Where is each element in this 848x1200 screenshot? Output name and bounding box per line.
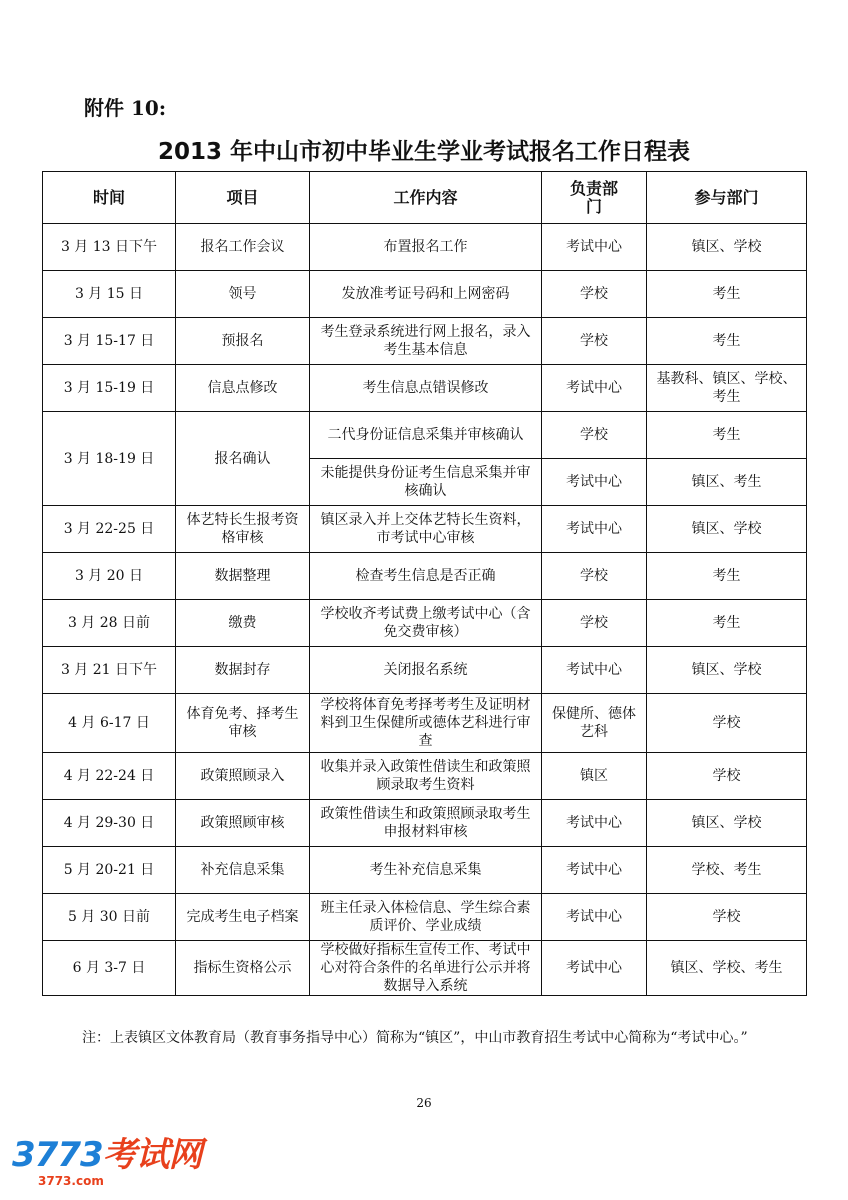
table-row bbox=[43, 553, 807, 600]
cell-responsible: 学校 bbox=[542, 412, 647, 459]
cell-time: 3 月 18-19 日 bbox=[43, 412, 176, 506]
table-row bbox=[43, 506, 807, 553]
cell-item: 缴费 bbox=[176, 600, 310, 647]
cell-time: 3 月 13 日下午 bbox=[43, 224, 176, 271]
cell-participants: 学校 bbox=[647, 894, 807, 941]
cell-time: 3 月 15-19 日 bbox=[43, 365, 176, 412]
header-responsible: 负责部门 bbox=[542, 172, 647, 224]
cell-participants: 学校、考生 bbox=[647, 847, 807, 894]
cell-item: 指标生资格公示 bbox=[176, 941, 310, 996]
cell-item: 体艺特长生报考资格审核 bbox=[176, 506, 310, 553]
cell-item: 政策照顾录入 bbox=[176, 753, 310, 800]
cell-responsible: 学校 bbox=[542, 271, 647, 318]
cell-content: 学校将体育免考择考考生及证明材料到卫生保健所或德体艺科进行审查 bbox=[310, 694, 542, 753]
cell-participants: 考生 bbox=[647, 412, 807, 459]
cell-participants: 考生 bbox=[647, 271, 807, 318]
header-content: 工作内容 bbox=[310, 172, 542, 224]
cell-responsible: 考试中心 bbox=[542, 647, 647, 694]
cell-responsible: 学校 bbox=[542, 553, 647, 600]
cell-item: 数据整理 bbox=[176, 553, 310, 600]
watermark-logo bbox=[12, 1136, 202, 1188]
watermark-text: 考试网 bbox=[102, 1135, 202, 1175]
table-row bbox=[43, 271, 807, 318]
cell-content: 班主任录入体检信息、学生综合素质评价、学业成绩 bbox=[310, 894, 542, 941]
cell-participants: 考生 bbox=[647, 553, 807, 600]
cell-participants: 基教科、镇区、学校、考生 bbox=[647, 365, 807, 412]
cell-content: 未能提供身份证考生信息采集并审核确认 bbox=[310, 459, 542, 506]
cell-responsible: 保健所、德体艺科 bbox=[542, 694, 647, 753]
cell-content: 考生补充信息采集 bbox=[310, 847, 542, 894]
cell-participants: 镇区、学校 bbox=[647, 506, 807, 553]
cell-content: 收集并录入政策性借读生和政策照顾录取考生资料 bbox=[310, 753, 542, 800]
schedule-table bbox=[42, 171, 807, 996]
attachment-label: 附件 10: bbox=[84, 96, 167, 120]
cell-responsible: 学校 bbox=[542, 318, 647, 365]
table-row bbox=[43, 847, 807, 894]
cell-content: 发放准考证号码和上网密码 bbox=[310, 271, 542, 318]
table-row bbox=[43, 318, 807, 365]
header-participants: 参与部门 bbox=[647, 172, 807, 224]
table-header-row bbox=[43, 172, 807, 224]
page-number: 26 bbox=[416, 1096, 432, 1110]
cell-content: 关闭报名系统 bbox=[310, 647, 542, 694]
cell-participants: 镇区、学校、考生 bbox=[647, 941, 807, 996]
cell-item: 体育免考、择考生审核 bbox=[176, 694, 310, 753]
cell-item: 政策照顾审核 bbox=[176, 800, 310, 847]
cell-participants: 考生 bbox=[647, 318, 807, 365]
cell-content: 检查考生信息是否正确 bbox=[310, 553, 542, 600]
cell-content: 学校收齐考试费上缴考试中心（含免交费审核） bbox=[310, 600, 542, 647]
cell-participants: 镇区、考生 bbox=[647, 459, 807, 506]
cell-time: 3 月 15 日 bbox=[43, 271, 176, 318]
table-row bbox=[43, 365, 807, 412]
cell-content: 政策性借读生和政策照顾录取考生申报材料审核 bbox=[310, 800, 542, 847]
cell-item: 数据封存 bbox=[176, 647, 310, 694]
cell-responsible: 考试中心 bbox=[542, 365, 647, 412]
cell-responsible: 考试中心 bbox=[542, 847, 647, 894]
cell-participants: 考生 bbox=[647, 600, 807, 647]
cell-responsible: 考试中心 bbox=[542, 941, 647, 996]
cell-participants: 镇区、学校 bbox=[647, 224, 807, 271]
cell-item: 补充信息采集 bbox=[176, 847, 310, 894]
cell-content: 二代身份证信息采集并审核确认 bbox=[310, 412, 542, 459]
cell-time: 5 月 30 日前 bbox=[43, 894, 176, 941]
cell-time: 4 月 29-30 日 bbox=[43, 800, 176, 847]
cell-time: 5 月 20-21 日 bbox=[43, 847, 176, 894]
cell-content: 考生信息点错误修改 bbox=[310, 365, 542, 412]
cell-item: 信息点修改 bbox=[176, 365, 310, 412]
cell-time: 3 月 20 日 bbox=[43, 553, 176, 600]
cell-participants: 镇区、学校 bbox=[647, 800, 807, 847]
cell-item: 领号 bbox=[176, 271, 310, 318]
cell-time: 4 月 6-17 日 bbox=[43, 694, 176, 753]
watermark-url: 3773.com bbox=[38, 1174, 104, 1188]
cell-time: 3 月 28 日前 bbox=[43, 600, 176, 647]
cell-responsible: 考试中心 bbox=[542, 459, 647, 506]
table-row bbox=[43, 224, 807, 271]
table-row bbox=[43, 412, 807, 459]
cell-time: 4 月 22-24 日 bbox=[43, 753, 176, 800]
cell-responsible: 镇区 bbox=[542, 753, 647, 800]
table-row bbox=[43, 941, 807, 996]
cell-time: 3 月 21 日下午 bbox=[43, 647, 176, 694]
table-row bbox=[43, 800, 807, 847]
table-row bbox=[43, 753, 807, 800]
cell-content: 镇区录入并上交体艺特长生资料，市考试中心审核 bbox=[310, 506, 542, 553]
cell-participants: 学校 bbox=[647, 694, 807, 753]
table-row bbox=[43, 600, 807, 647]
cell-content: 学校做好指标生宣传工作、考试中心对符合条件的名单进行公示并将数据导入系统 bbox=[310, 941, 542, 996]
cell-content: 考生登录系统进行网上报名，录入考生基本信息 bbox=[310, 318, 542, 365]
cell-item: 预报名 bbox=[176, 318, 310, 365]
cell-responsible: 考试中心 bbox=[542, 506, 647, 553]
header-time: 时间 bbox=[43, 172, 176, 224]
cell-participants: 镇区、学校 bbox=[647, 647, 807, 694]
cell-item: 完成考生电子档案 bbox=[176, 894, 310, 941]
document-title: 2013 年中山市初中毕业生学业考试报名工作日程表 bbox=[157, 139, 691, 165]
cell-item: 报名确认 bbox=[176, 412, 310, 506]
cell-participants: 学校 bbox=[647, 753, 807, 800]
watermark-main bbox=[12, 1136, 202, 1174]
table-row bbox=[43, 694, 807, 753]
cell-responsible: 考试中心 bbox=[542, 894, 647, 941]
table-row bbox=[43, 894, 807, 941]
cell-time: 3 月 15-17 日 bbox=[43, 318, 176, 365]
header-item: 项目 bbox=[176, 172, 310, 224]
cell-responsible: 考试中心 bbox=[542, 224, 647, 271]
cell-time: 3 月 22-25 日 bbox=[43, 506, 176, 553]
cell-responsible: 考试中心 bbox=[542, 800, 647, 847]
cell-content: 布置报名工作 bbox=[310, 224, 542, 271]
table-row bbox=[43, 647, 807, 694]
cell-time: 6 月 3-7 日 bbox=[43, 941, 176, 996]
watermark-digits: 3773 bbox=[12, 1135, 103, 1175]
cell-responsible: 学校 bbox=[542, 600, 647, 647]
footnote: 注：上表镇区文体教育局（教育事务指导中心）简称为“镇区”，中山市教育招生考试中心简称为“考试中心。” bbox=[82, 1030, 748, 1046]
cell-item: 报名工作会议 bbox=[176, 224, 310, 271]
